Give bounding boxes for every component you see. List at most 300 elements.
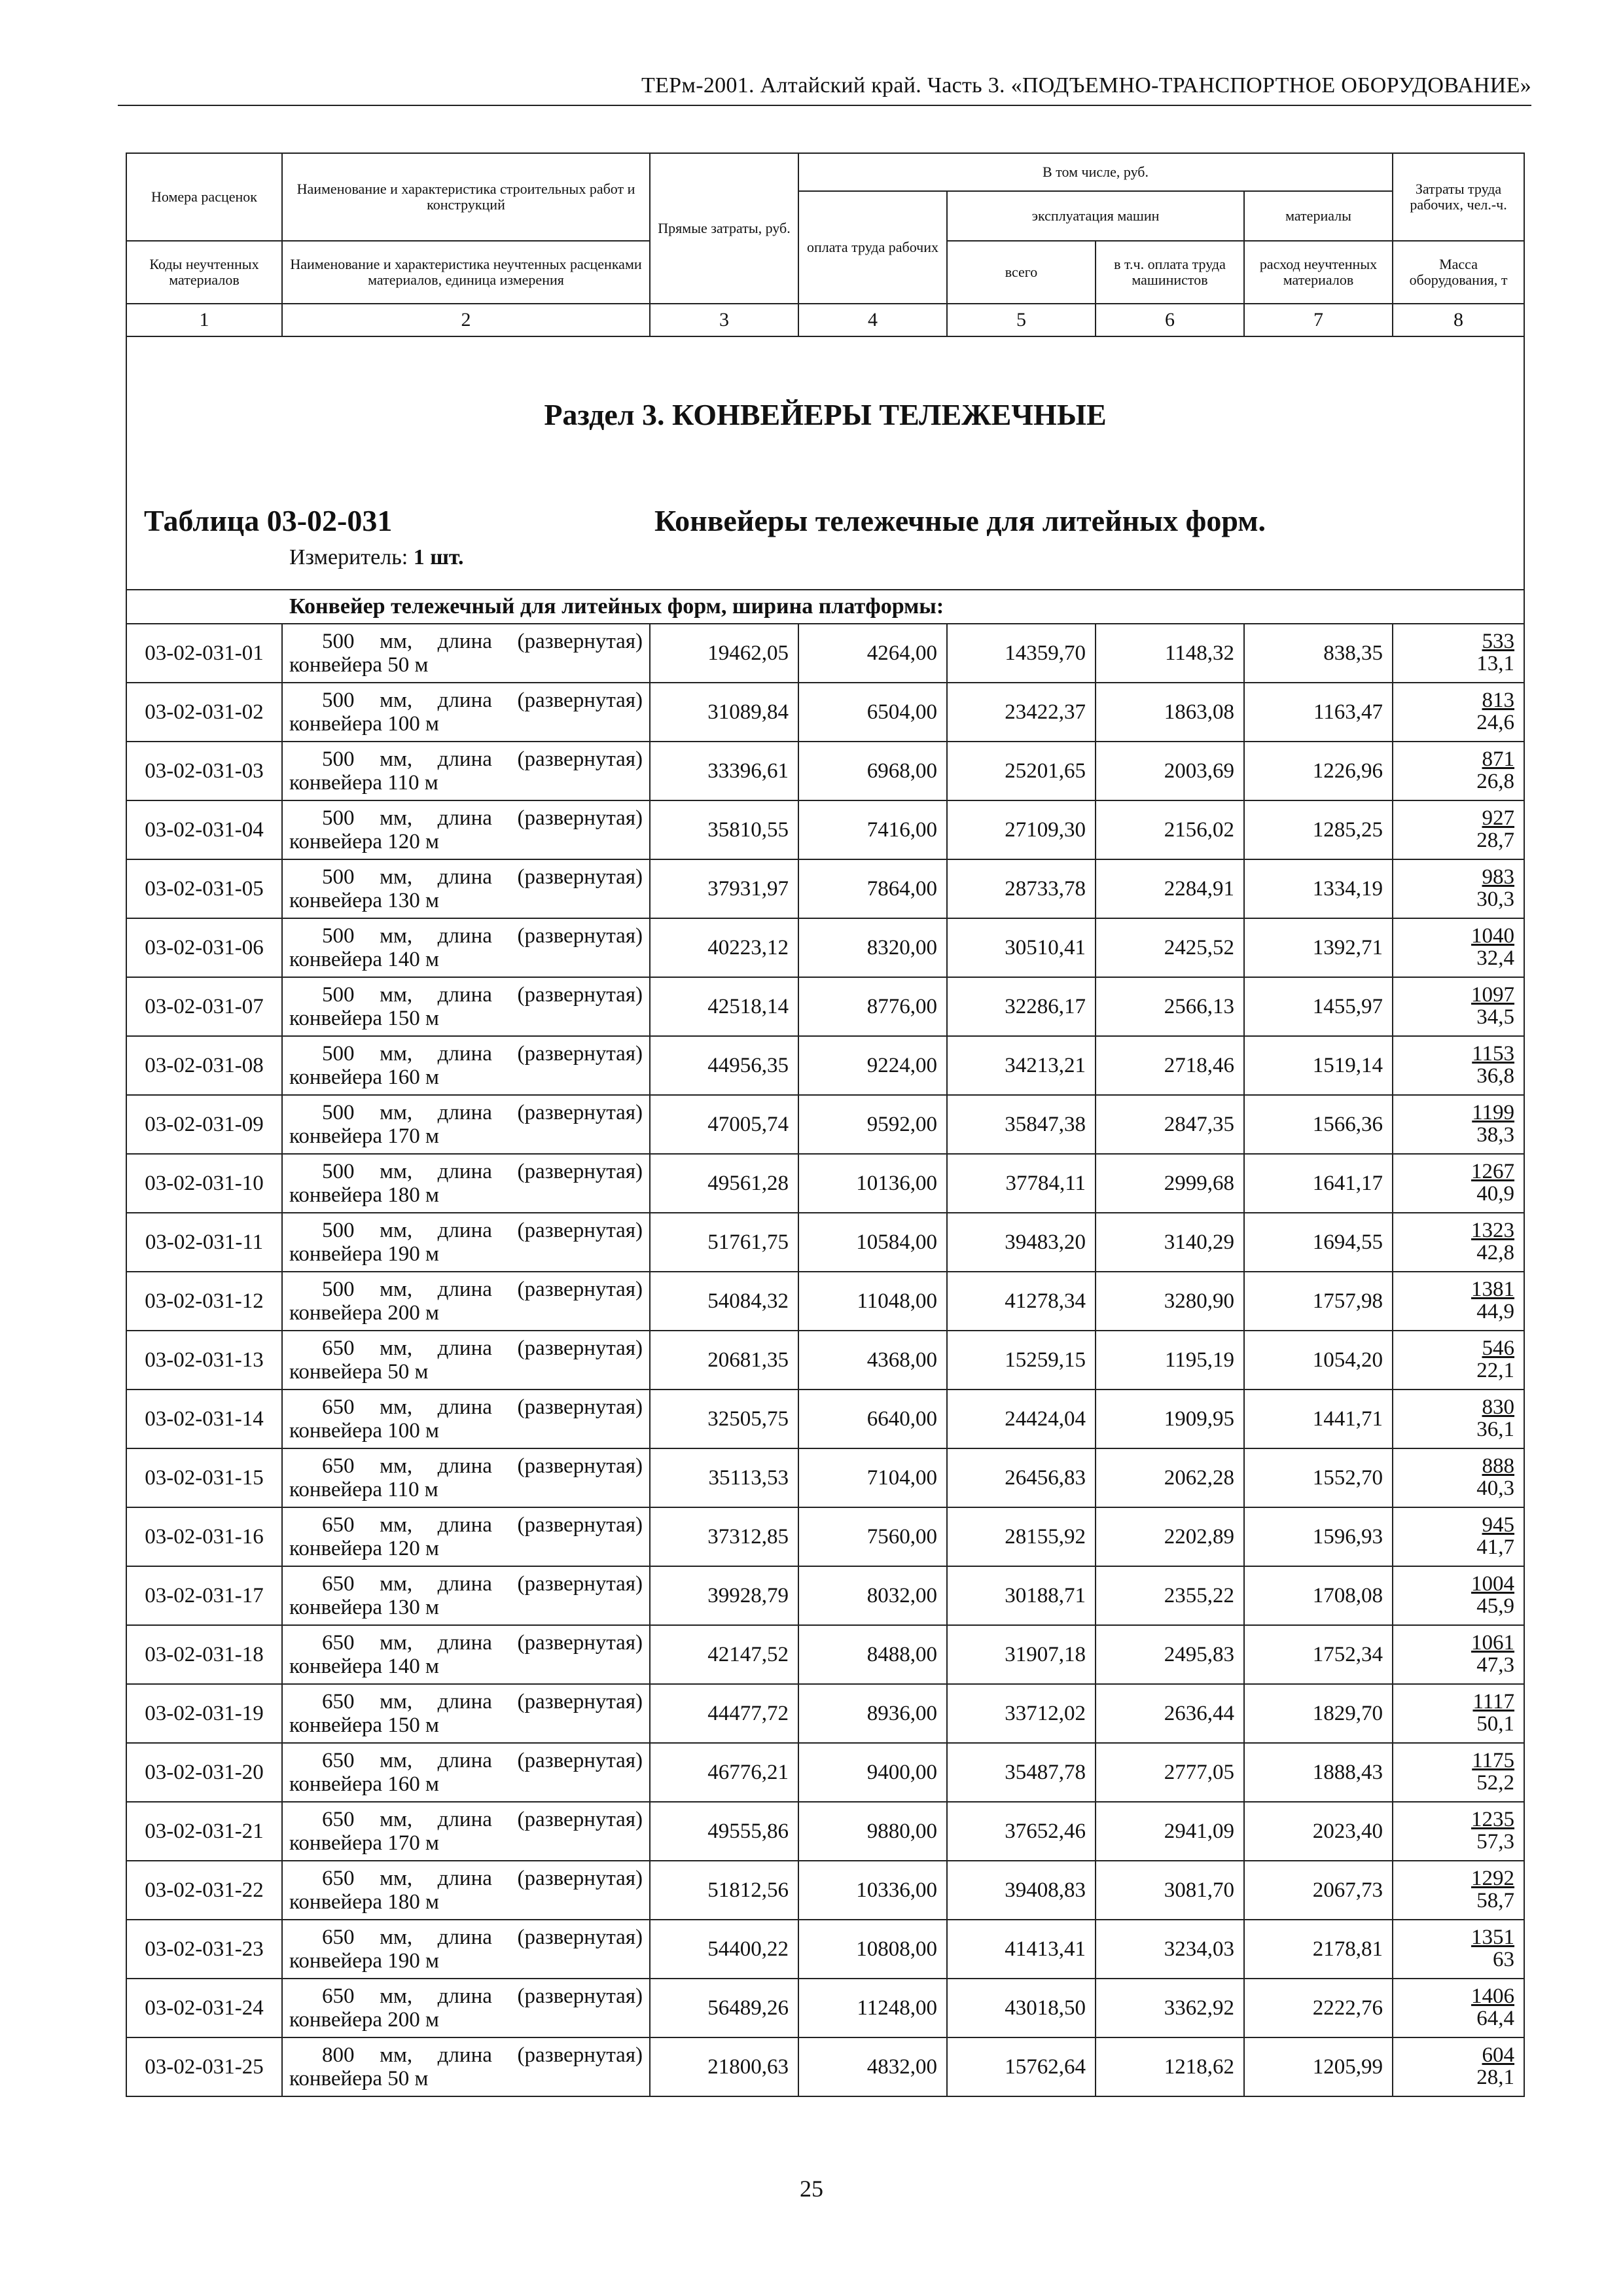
- labor-and-mass: [1393, 918, 1524, 977]
- rate-code: 03-02-031-05: [126, 859, 282, 918]
- description-line-2: конвейера 140 м: [289, 948, 439, 971]
- description-line-1: [289, 1101, 643, 1124]
- description-word: длина: [437, 1395, 492, 1419]
- description-line-1: [289, 1454, 643, 1478]
- description-line-2: конвейера 140 м: [289, 1655, 439, 1678]
- description-line-1: [289, 630, 643, 653]
- direct-costs: 20681,35: [650, 1331, 798, 1390]
- labor-and-mass: [1393, 1625, 1524, 1684]
- subheading: Конвейер тележечный для литейных форм, ширина платформы:: [126, 590, 1524, 624]
- rate-code: 03-02-031-04: [126, 800, 282, 859]
- equipment-mass: 58,7: [1476, 1889, 1515, 1912]
- labor-and-mass: [1393, 1979, 1524, 2037]
- rate-description: [282, 1566, 650, 1625]
- description-word: (развернутая): [517, 1572, 643, 1596]
- labor-hours: 1061: [1471, 1631, 1515, 1655]
- machine-total: 28733,78: [947, 859, 1096, 918]
- description-line-2: конвейера 170 м: [289, 1831, 439, 1855]
- description-line-2: конвейера 130 м: [289, 1596, 439, 1619]
- description-line-2: конвейера 190 м: [289, 1242, 439, 1266]
- rate-code: 03-02-031-22: [126, 1861, 282, 1920]
- labor-hours: 983: [1482, 865, 1515, 889]
- machine-operator-pay: 2566,13: [1096, 977, 1244, 1036]
- table-row: [126, 2037, 1524, 2096]
- description-word: мм,: [380, 1631, 413, 1655]
- machine-operator-pay: 2202,89: [1096, 1507, 1244, 1566]
- labor-hours: 1235: [1471, 1808, 1515, 1831]
- description-line-1: [289, 747, 643, 771]
- description-word: мм,: [380, 924, 413, 948]
- equipment-mass: 42,8: [1476, 1241, 1515, 1265]
- col2-top-header: Наименование и характеристика строительных работ и конструкций: [282, 153, 650, 241]
- col7-header: расход неучтенных материалов: [1244, 241, 1393, 304]
- labor-and-mass: [1393, 800, 1524, 859]
- rate-code: 03-02-031-12: [126, 1272, 282, 1331]
- rate-description: [282, 800, 650, 859]
- description-line-1: [289, 1984, 643, 2008]
- labor-hours: 1153: [1472, 1042, 1515, 1066]
- direct-costs: 37312,85: [650, 1507, 798, 1566]
- description-line-1: [289, 2043, 643, 2067]
- table-row: [126, 683, 1524, 742]
- labor-pay: 6504,00: [798, 683, 947, 742]
- materials-cost: 1334,19: [1244, 859, 1393, 918]
- direct-costs: 35810,55: [650, 800, 798, 859]
- machine-total: 15259,15: [947, 1331, 1096, 1390]
- labor-hours: 1351: [1471, 1926, 1515, 1949]
- labor-pay: 4368,00: [798, 1331, 947, 1390]
- direct-costs: 51761,75: [650, 1213, 798, 1272]
- column-number: 5: [947, 304, 1096, 336]
- description-line-2: конвейера 110 м: [289, 1478, 438, 1501]
- rate-description: [282, 1213, 650, 1272]
- equipment-mass: 40,9: [1476, 1182, 1515, 1206]
- table-title: Конвейеры тележечные для литейных форм.: [654, 504, 1266, 537]
- rate-code: 03-02-031-03: [126, 742, 282, 800]
- machine-operator-pay: 2718,46: [1096, 1036, 1244, 1095]
- description-word: (развернутая): [517, 1395, 643, 1419]
- description-word: (развернутая): [517, 630, 643, 653]
- description-word: (развернутая): [517, 1926, 643, 1949]
- rate-code: 03-02-031-15: [126, 1448, 282, 1507]
- equipment-mass: 63: [1493, 1948, 1515, 1971]
- labor-hours: 1323: [1471, 1219, 1515, 1242]
- col8-bottom-header: Масса оборудования, т: [1393, 241, 1524, 304]
- materials-cost: 2067,73: [1244, 1861, 1393, 1920]
- machine-total: 33712,02: [947, 1684, 1096, 1743]
- description-line-1: [289, 1690, 643, 1713]
- direct-costs: 42518,14: [650, 977, 798, 1036]
- description-word: мм,: [380, 1042, 413, 1066]
- machine-total: 30510,41: [947, 918, 1096, 977]
- rate-code: 03-02-031-19: [126, 1684, 282, 1743]
- table-row: [126, 1684, 1524, 1743]
- materials-cost: 1888,43: [1244, 1743, 1393, 1802]
- width-value: 650: [322, 1395, 355, 1419]
- direct-costs: 33396,61: [650, 742, 798, 800]
- equipment-mass: 36,1: [1476, 1418, 1515, 1441]
- description-word: мм,: [380, 1867, 413, 1890]
- table-row: [126, 1802, 1524, 1861]
- description-word: мм,: [380, 806, 413, 830]
- labor-pay: 10808,00: [798, 1920, 947, 1979]
- width-value: 800: [322, 2043, 355, 2067]
- labor-and-mass: [1393, 1684, 1524, 1743]
- labor-hours: 546: [1482, 1336, 1515, 1360]
- rate-code: 03-02-031-07: [126, 977, 282, 1036]
- materials-header: материалы: [1244, 191, 1393, 241]
- width-value: 650: [322, 1926, 355, 1949]
- rate-description: [282, 1448, 650, 1507]
- labor-hours: 604: [1482, 2043, 1515, 2067]
- machine-total: 26456,83: [947, 1448, 1096, 1507]
- width-value: 650: [322, 1572, 355, 1596]
- machine-operator-pay: 3362,92: [1096, 1979, 1244, 2037]
- rate-description: [282, 1507, 650, 1566]
- labor-and-mass: [1393, 1095, 1524, 1154]
- description-line-1: [289, 1395, 643, 1419]
- col5-header: всего: [947, 241, 1096, 304]
- labor-and-mass: [1393, 1036, 1524, 1095]
- equipment-mass: 32,4: [1476, 946, 1515, 970]
- unit-label: Измеритель:: [289, 545, 408, 569]
- table-row: [126, 1566, 1524, 1625]
- equipment-mass: 22,1: [1476, 1359, 1515, 1382]
- width-value: 500: [322, 1042, 355, 1066]
- description-word: длина: [437, 1278, 492, 1301]
- rate-code: 03-02-031-25: [126, 2037, 282, 2096]
- direct-costs: 54400,22: [650, 1920, 798, 1979]
- rate-description: [282, 1154, 650, 1213]
- rate-code: 03-02-031-16: [126, 1507, 282, 1566]
- materials-cost: 2222,76: [1244, 1979, 1393, 2037]
- labor-pay: 7104,00: [798, 1448, 947, 1507]
- width-value: 650: [322, 1631, 355, 1655]
- width-value: 650: [322, 1808, 355, 1831]
- rate-code: 03-02-031-21: [126, 1802, 282, 1861]
- description-line-1: [289, 806, 643, 830]
- labor-pay: 9224,00: [798, 1036, 947, 1095]
- description-word: длина: [437, 1867, 492, 1890]
- labor-and-mass: [1393, 1331, 1524, 1390]
- rate-description: [282, 1095, 650, 1154]
- direct-costs: 56489,26: [650, 1979, 798, 2037]
- width-value: 500: [322, 924, 355, 948]
- equipment-mass: 30,3: [1476, 888, 1515, 911]
- labor-and-mass: [1393, 624, 1524, 683]
- machine-total: 34213,21: [947, 1036, 1096, 1095]
- materials-cost: 1708,08: [1244, 1566, 1393, 1625]
- description-word: (развернутая): [517, 1749, 643, 1772]
- rate-description: [282, 1979, 650, 2037]
- table-row: [126, 1861, 1524, 1920]
- labor-hours: 888: [1482, 1454, 1515, 1478]
- description-line-2: конвейера 200 м: [289, 2008, 439, 2032]
- description-word: мм,: [380, 1926, 413, 1949]
- labor-pay: 4832,00: [798, 2037, 947, 2096]
- labor-hours: 1097: [1471, 983, 1515, 1007]
- description-word: мм,: [380, 983, 413, 1007]
- description-word: длина: [437, 1926, 492, 1949]
- machine-total: 28155,92: [947, 1507, 1096, 1566]
- description-line-1: [289, 1808, 643, 1831]
- labor-hours: 945: [1482, 1513, 1515, 1537]
- width-value: 500: [322, 1278, 355, 1301]
- description-word: мм,: [380, 1395, 413, 1419]
- materials-cost: 1694,55: [1244, 1213, 1393, 1272]
- description-line-1: [289, 1042, 643, 1066]
- machine-total: 41278,34: [947, 1272, 1096, 1331]
- direct-costs: 35113,53: [650, 1448, 798, 1507]
- equipment-mass: 41,7: [1476, 1535, 1515, 1559]
- equipment-mass: 26,8: [1476, 770, 1515, 793]
- description-word: длина: [437, 1513, 492, 1537]
- equipment-mass: 44,9: [1476, 1300, 1515, 1323]
- description-word: длина: [437, 1984, 492, 2008]
- materials-cost: 1519,14: [1244, 1036, 1393, 1095]
- description-word: (развернутая): [517, 924, 643, 948]
- machine-total: 15762,64: [947, 2037, 1096, 2096]
- table-row: [126, 1213, 1524, 1272]
- table-row: [126, 1920, 1524, 1979]
- description-word: мм,: [380, 1984, 413, 2008]
- col4-header: оплата труда рабочих: [798, 191, 947, 304]
- table-row: [126, 1095, 1524, 1154]
- labor-hours: 533: [1482, 630, 1515, 653]
- machines-header: эксплуатация машин: [947, 191, 1244, 241]
- description-word: длина: [437, 1042, 492, 1066]
- description-word: длина: [437, 1572, 492, 1596]
- labor-pay: 7864,00: [798, 859, 947, 918]
- description-word: мм,: [380, 1454, 413, 1478]
- rate-description: [282, 1743, 650, 1802]
- equipment-mass: 28,1: [1476, 2066, 1515, 2089]
- rate-description: [282, 1331, 650, 1390]
- labor-pay: 10336,00: [798, 1861, 947, 1920]
- direct-costs: 44477,72: [650, 1684, 798, 1743]
- labor-pay: 9880,00: [798, 1802, 947, 1861]
- col6-header: в т.ч. оплата труда машинистов: [1096, 241, 1244, 304]
- equipment-mass: 50,1: [1476, 1712, 1515, 1736]
- col1-top-header: Номера расценок: [126, 153, 282, 241]
- column-number: 1: [126, 304, 282, 336]
- description-line-2: конвейера 150 м: [289, 1007, 439, 1030]
- table-row: [126, 624, 1524, 683]
- description-word: мм,: [380, 1690, 413, 1713]
- width-value: 500: [322, 1219, 355, 1242]
- rate-code: 03-02-031-14: [126, 1390, 282, 1448]
- description-word: длина: [437, 865, 492, 889]
- machine-operator-pay: 2003,69: [1096, 742, 1244, 800]
- table-row: [126, 1390, 1524, 1448]
- machine-total: 27109,30: [947, 800, 1096, 859]
- equipment-mass: 45,9: [1476, 1594, 1515, 1618]
- description-word: мм,: [380, 1749, 413, 1772]
- labor-pay: 6968,00: [798, 742, 947, 800]
- materials-cost: 1596,93: [1244, 1507, 1393, 1566]
- labor-pay: 11248,00: [798, 1979, 947, 2037]
- machine-operator-pay: 2156,02: [1096, 800, 1244, 859]
- materials-cost: 1285,25: [1244, 800, 1393, 859]
- rate-code: 03-02-031-24: [126, 1979, 282, 2037]
- direct-costs: 49555,86: [650, 1802, 798, 1861]
- description-word: (развернутая): [517, 1867, 643, 1890]
- width-value: 500: [322, 1101, 355, 1124]
- labor-and-mass: [1393, 1507, 1524, 1566]
- description-word: (развернутая): [517, 1984, 643, 2008]
- rate-description: [282, 1802, 650, 1861]
- description-word: (развернутая): [517, 1219, 643, 1242]
- labor-hours: 1292: [1471, 1867, 1515, 1890]
- description-word: длина: [437, 689, 492, 712]
- materials-cost: 1829,70: [1244, 1684, 1393, 1743]
- machine-operator-pay: 2495,83: [1096, 1625, 1244, 1684]
- description-word: (развернутая): [517, 689, 643, 712]
- page-number: 25: [800, 2176, 823, 2202]
- labor-and-mass: [1393, 859, 1524, 918]
- description-word: мм,: [380, 2043, 413, 2067]
- description-line-2: конвейера 120 м: [289, 830, 439, 853]
- machine-total: 14359,70: [947, 624, 1096, 683]
- direct-costs: 19462,05: [650, 624, 798, 683]
- table-row: [126, 1272, 1524, 1331]
- equipment-mass: 64,4: [1476, 2007, 1515, 2030]
- rate-code: 03-02-031-01: [126, 624, 282, 683]
- description-line-2: конвейера 130 м: [289, 889, 439, 912]
- description-line-1: [289, 1926, 643, 1949]
- direct-costs: 47005,74: [650, 1095, 798, 1154]
- description-word: мм,: [380, 1808, 413, 1831]
- section-title: Раздел 3. КОНВЕЙЕРЫ ТЕЛЕЖЕЧНЫЕ: [544, 398, 1107, 431]
- description-line-1: [289, 1749, 643, 1772]
- rate-description: [282, 2037, 650, 2096]
- direct-costs: 39928,79: [650, 1566, 798, 1625]
- description-word: длина: [437, 1690, 492, 1713]
- rate-description: [282, 918, 650, 977]
- labor-hours: 1175: [1472, 1749, 1515, 1772]
- width-value: 500: [322, 630, 355, 653]
- description-line-2: конвейера 160 м: [289, 1066, 439, 1089]
- direct-costs: 37931,97: [650, 859, 798, 918]
- machine-total: 23422,37: [947, 683, 1096, 742]
- labor-and-mass: [1393, 1390, 1524, 1448]
- labor-pay: 10584,00: [798, 1213, 947, 1272]
- description-line-2: конвейера 50 м: [289, 653, 429, 677]
- table-row: [126, 1979, 1524, 2037]
- machine-operator-pay: 1218,62: [1096, 2037, 1244, 2096]
- labor-hours: 1040: [1471, 924, 1515, 948]
- direct-costs: 40223,12: [650, 918, 798, 977]
- rate-description: [282, 742, 650, 800]
- labor-pay: 6640,00: [798, 1390, 947, 1448]
- materials-cost: 1641,17: [1244, 1154, 1393, 1213]
- materials-cost: 1757,98: [1244, 1272, 1393, 1331]
- width-value: 650: [322, 1690, 355, 1713]
- labor-hours: 1117: [1472, 1690, 1515, 1713]
- machine-total: 35847,38: [947, 1095, 1096, 1154]
- materials-cost: 1163,47: [1244, 683, 1393, 742]
- labor-and-mass: [1393, 1743, 1524, 1802]
- description-word: длина: [437, 924, 492, 948]
- table-row: [126, 1331, 1524, 1390]
- direct-costs: 49561,28: [650, 1154, 798, 1213]
- equipment-mass: 24,6: [1476, 711, 1515, 734]
- description-word: длина: [437, 630, 492, 653]
- description-word: (развернутая): [517, 1160, 643, 1183]
- column-number: 3: [650, 304, 798, 336]
- header-rule: [118, 105, 1531, 106]
- table-row: [126, 1507, 1524, 1566]
- materials-cost: 838,35: [1244, 624, 1393, 683]
- machine-operator-pay: 1148,32: [1096, 624, 1244, 683]
- labor-hours: 1199: [1472, 1101, 1515, 1124]
- column-number: 7: [1244, 304, 1393, 336]
- machine-operator-pay: 3280,90: [1096, 1272, 1244, 1331]
- labor-hours: 830: [1482, 1395, 1515, 1419]
- description-word: (развернутая): [517, 1513, 643, 1537]
- description-word: длина: [437, 1101, 492, 1124]
- rate-code: 03-02-031-17: [126, 1566, 282, 1625]
- direct-costs: 32505,75: [650, 1390, 798, 1448]
- description-word: мм,: [380, 1336, 413, 1360]
- description-line-2: конвейера 100 м: [289, 712, 439, 736]
- col1-bottom-header: Коды неучтенных материалов: [126, 241, 282, 304]
- table-row: [126, 742, 1524, 800]
- machine-operator-pay: 2425,52: [1096, 918, 1244, 977]
- rate-description: [282, 1272, 650, 1331]
- width-value: 500: [322, 806, 355, 830]
- materials-cost: 1552,70: [1244, 1448, 1393, 1507]
- description-word: (развернутая): [517, 983, 643, 1007]
- description-word: мм,: [380, 865, 413, 889]
- rate-code: 03-02-031-10: [126, 1154, 282, 1213]
- description-word: длина: [437, 806, 492, 830]
- rate-code: 03-02-031-20: [126, 1743, 282, 1802]
- equipment-mass: 34,5: [1476, 1005, 1515, 1029]
- materials-cost: 1566,36: [1244, 1095, 1393, 1154]
- labor-and-mass: [1393, 1154, 1524, 1213]
- running-header: ТЕРм-2001. Алтайский край. Часть 3. «ПОДЪЕМНО-ТРАНСПОРТНОЕ ОБОРУДОВАНИЕ»: [641, 73, 1531, 98]
- description-word: мм,: [380, 747, 413, 771]
- width-value: 650: [322, 1984, 355, 2008]
- machine-operator-pay: 2777,05: [1096, 1743, 1244, 1802]
- labor-hours: 1267: [1471, 1160, 1515, 1183]
- materials-cost: 2023,40: [1244, 1802, 1393, 1861]
- rate-description: [282, 1861, 650, 1920]
- machine-operator-pay: 1909,95: [1096, 1390, 1244, 1448]
- equipment-mass: 47,3: [1476, 1653, 1515, 1677]
- machine-operator-pay: 2062,28: [1096, 1448, 1244, 1507]
- width-value: 650: [322, 1867, 355, 1890]
- rate-code: 03-02-031-08: [126, 1036, 282, 1095]
- direct-costs: 54084,32: [650, 1272, 798, 1331]
- labor-and-mass: [1393, 2037, 1524, 2096]
- rate-description: [282, 1920, 650, 1979]
- description-line-2: конвейера 180 м: [289, 1890, 439, 1914]
- labor-pay: 8776,00: [798, 977, 947, 1036]
- description-line-1: [289, 1513, 643, 1537]
- description-word: (развернутая): [517, 1690, 643, 1713]
- description-line-2: конвейера 50 м: [289, 1360, 429, 1384]
- labor-hours: 871: [1482, 747, 1515, 771]
- width-value: 500: [322, 689, 355, 712]
- labor-pay: 7416,00: [798, 800, 947, 859]
- table-row: [126, 1625, 1524, 1684]
- machine-total: 39483,20: [947, 1213, 1096, 1272]
- description-word: мм,: [380, 1513, 413, 1537]
- labor-hours: 1004: [1471, 1572, 1515, 1596]
- machine-total: 35487,78: [947, 1743, 1096, 1802]
